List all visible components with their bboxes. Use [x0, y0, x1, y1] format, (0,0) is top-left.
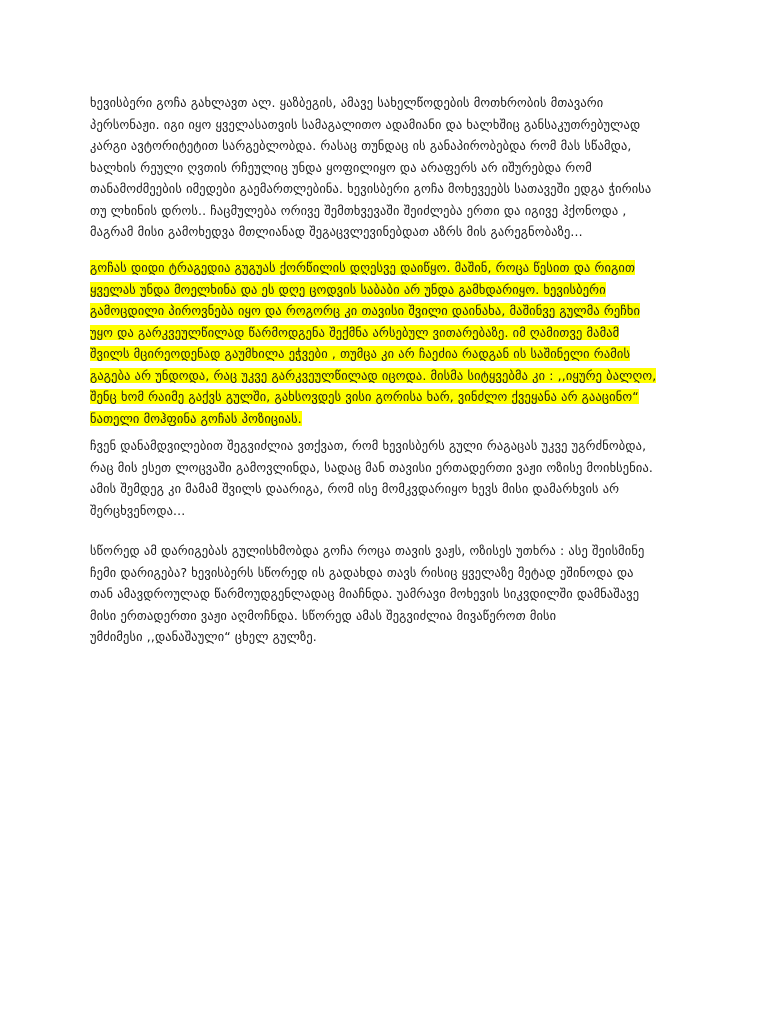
highlighted-line: შენც ხომ რაიმე გაქვს გულში, გახსოვდეს ვისი გორისა ხარ, ვინძლო ქვეყანა არ გააცინო“	[90, 389, 639, 404]
highlighted-line: შვილს მცირეოდენად გაუმხილა ეჭვები , თუმცა კი არ ჩაეძია რადგან ის საშინელი რამის	[90, 346, 631, 361]
paragraph-3	[90, 435, 682, 521]
highlighted-line: გოჩას დიდი ტრაგედია გუგუას ქორწილის დღესვე დაიწყო. მაშინ, როცა წესით და რიგით	[90, 260, 636, 275]
paragraph-line: თან ამავდროულად წარმოუდგენლადაც მიაჩნდა. უამრავი მოხევის სიკვდილში დამნაშავე	[90, 586, 640, 601]
paragraph-1	[90, 92, 682, 243]
paragraph-line: თუ ლხინის დროს.. ჩაცმულება ორივე შემთხვევაში შეიძლება ერთი და იგივე ჰქონოდა ,	[90, 202, 627, 218]
highlighted-line: გამოცდილი პიროვნება იყო და როგორც კი თავისი შვილი დაინახა, მაშინვე გულმა რეჩხი	[90, 303, 641, 318]
paragraph-line: ჩემი დარიგება? ხევისბერს სწორედ ის გადახდა თავს რისიც ყველაზე მეტად ეშინოდა და	[90, 564, 634, 580]
paragraph-line: ჩვენ დანამდვილებით შეგვიძლია ვთქვათ, რომ ხევისბერს გული რაგაცას უკვე უგრძნობდა,	[90, 438, 647, 453]
paragraph-line: თანამოძმეების იმედები გაემართლებინა. ხევისბერი გოჩა მოხევეებს სათავეში ედგა ჭირისა	[90, 181, 652, 196]
paragraph-line: ხევისბერი გოჩა გახლავთ ალ. ყაზბეგის, ამავე სახელწოდების მოთხრობის მთავარი	[90, 95, 604, 110]
paragraph-line: ხალხის რეული ღვთის რჩეულიც უნდა ყოფილიყო და არაფერს არ იშურებდა რომ	[90, 159, 592, 175]
highlighted-paragraph	[90, 257, 682, 429]
highlighted-line: გაგება არ უნდოდა, რაც უკვე გარკვეულწილად იცოდა. მისმა სიტყვებმა კი : ,,იყურე ბალღო,	[90, 367, 657, 383]
highlighted-line: ნათელი მოჰფინა გოჩას პოზიციას.	[90, 410, 302, 426]
paragraph-4	[90, 540, 682, 648]
paragraph-line: სწორედ ამ დარიგებას გულისხმობდა გოჩა როცა თავის ვაჟს, ოზისეს უთხრა : ასე შეისმინე	[90, 543, 645, 558]
paragraph-line: პერსონაჟი. იგი იყო ყველასათვის სამაგალითო ადამიანი და ხალხშიც განსაკუთრებულად	[90, 116, 641, 132]
paragraph-line: მისი ერთადერთი ვაჟი აღმოჩნდა. სწორედ ამას შეგვიძლია მივაწეროთ მისი	[90, 607, 557, 623]
highlighted-line: უყო და გარკვეულწილად წარმოდგენა შექმნა არსებულ ვითარებაზე. იმ ღამითვე მამამ	[90, 324, 620, 340]
highlighted-line: ყველას უნდა მოელხინა და ეს დღე ცოდვის საბაბი არ უნდა გამხდარიყო. ხევისბერი	[90, 281, 606, 297]
paragraph-line: ამის შემდეგ კი მამამ შვილს დაარიგა, რომ ისე მომკვდარიყო ხევს მისი დამარხვის არ	[90, 481, 620, 496]
paragraph-line: მაგრამ მისი გამოხედვა მთლიანად შეგაცვლევინებდათ აზრს მის გარეგნობაზე...	[90, 224, 583, 239]
paragraph-line: რაც მის ესეთ ლოცვაში გამოვლინდა, სადაც მან თავისი ერთადერთი ვაჟი ოზისე მოიხსენია.	[90, 459, 653, 475]
paragraph-line: კარგი ავტორიტეტით სარგებლობდა. რასაც თუნდაც ის განაპირობებდა რომ მას სწამდა,	[90, 138, 632, 153]
paragraph-line: უმძიმესი ,,დანაშაული“ ცხელ გულზე.	[90, 629, 317, 644]
paragraph-line: შერცხვენოდა...	[90, 502, 186, 518]
